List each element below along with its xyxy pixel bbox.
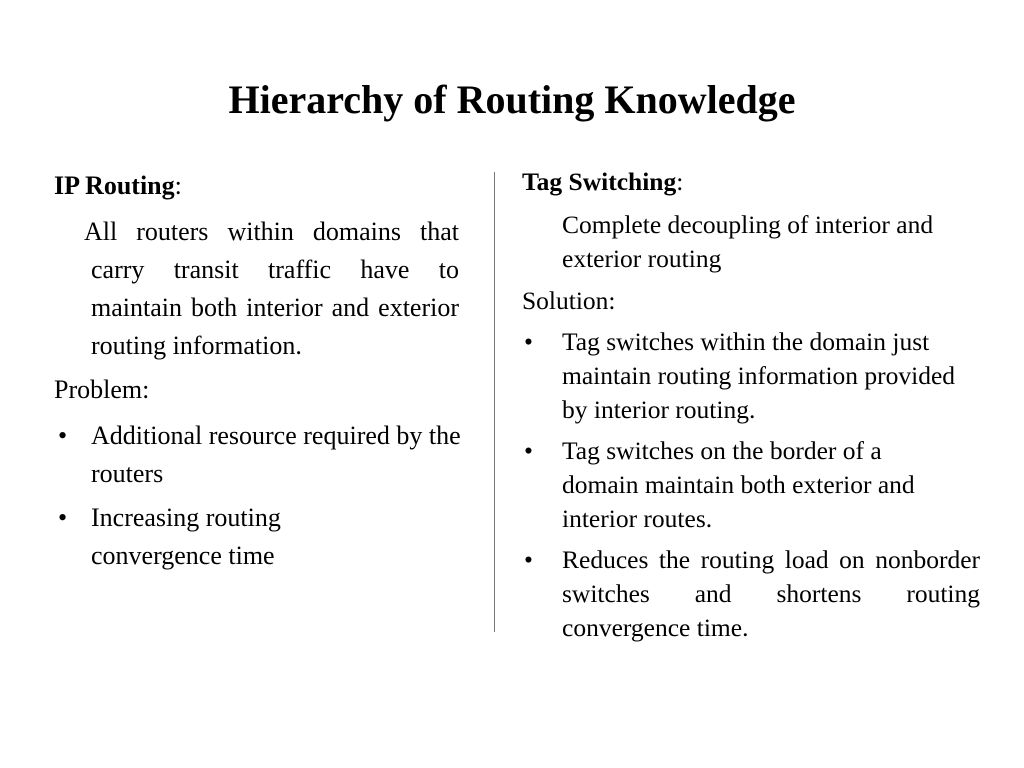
- solution-label: Solution:: [522, 286, 616, 315]
- solution-bullet: Tag switches within the domain just maintain routing information provided by interior routing.: [562, 327, 956, 424]
- slide-title: Hierarchy of Routing Knowledge: [228, 77, 796, 122]
- heading-colon: :: [676, 167, 684, 196]
- bullet-icon: •: [524, 436, 533, 465]
- problem-label: Problem:: [54, 375, 150, 404]
- problem-bullet: Increasing routing convergence time: [91, 503, 281, 570]
- ip-routing-description: All routers within domains that carry transit traffic have to maintain both interior and exterior routing information.: [84, 217, 459, 360]
- problem-bullet: Additional resource required by the routers: [91, 421, 461, 488]
- bullet-icon: •: [58, 503, 68, 532]
- tag-switching-heading-text: Tag Switching: [522, 167, 677, 196]
- bullet-icon: •: [524, 327, 533, 356]
- ip-routing-heading: [54, 167, 182, 205]
- tag-switching-description: Complete decoupling of interior and exterior routing: [562, 210, 934, 273]
- ip-routing-heading-text: IP Routing: [54, 171, 175, 200]
- column-divider: [494, 172, 495, 632]
- solution-bullet: Tag switches on the border of a domain maintain both exterior and interior routes.: [562, 436, 915, 533]
- heading-colon: :: [174, 171, 182, 200]
- bullet-icon: •: [524, 545, 533, 574]
- tag-switching-heading: [522, 165, 683, 199]
- solution-bullet: Reduces the routing load on nonborder switches and shortens routing convergence time.: [562, 545, 980, 642]
- bullet-icon: •: [58, 421, 68, 450]
